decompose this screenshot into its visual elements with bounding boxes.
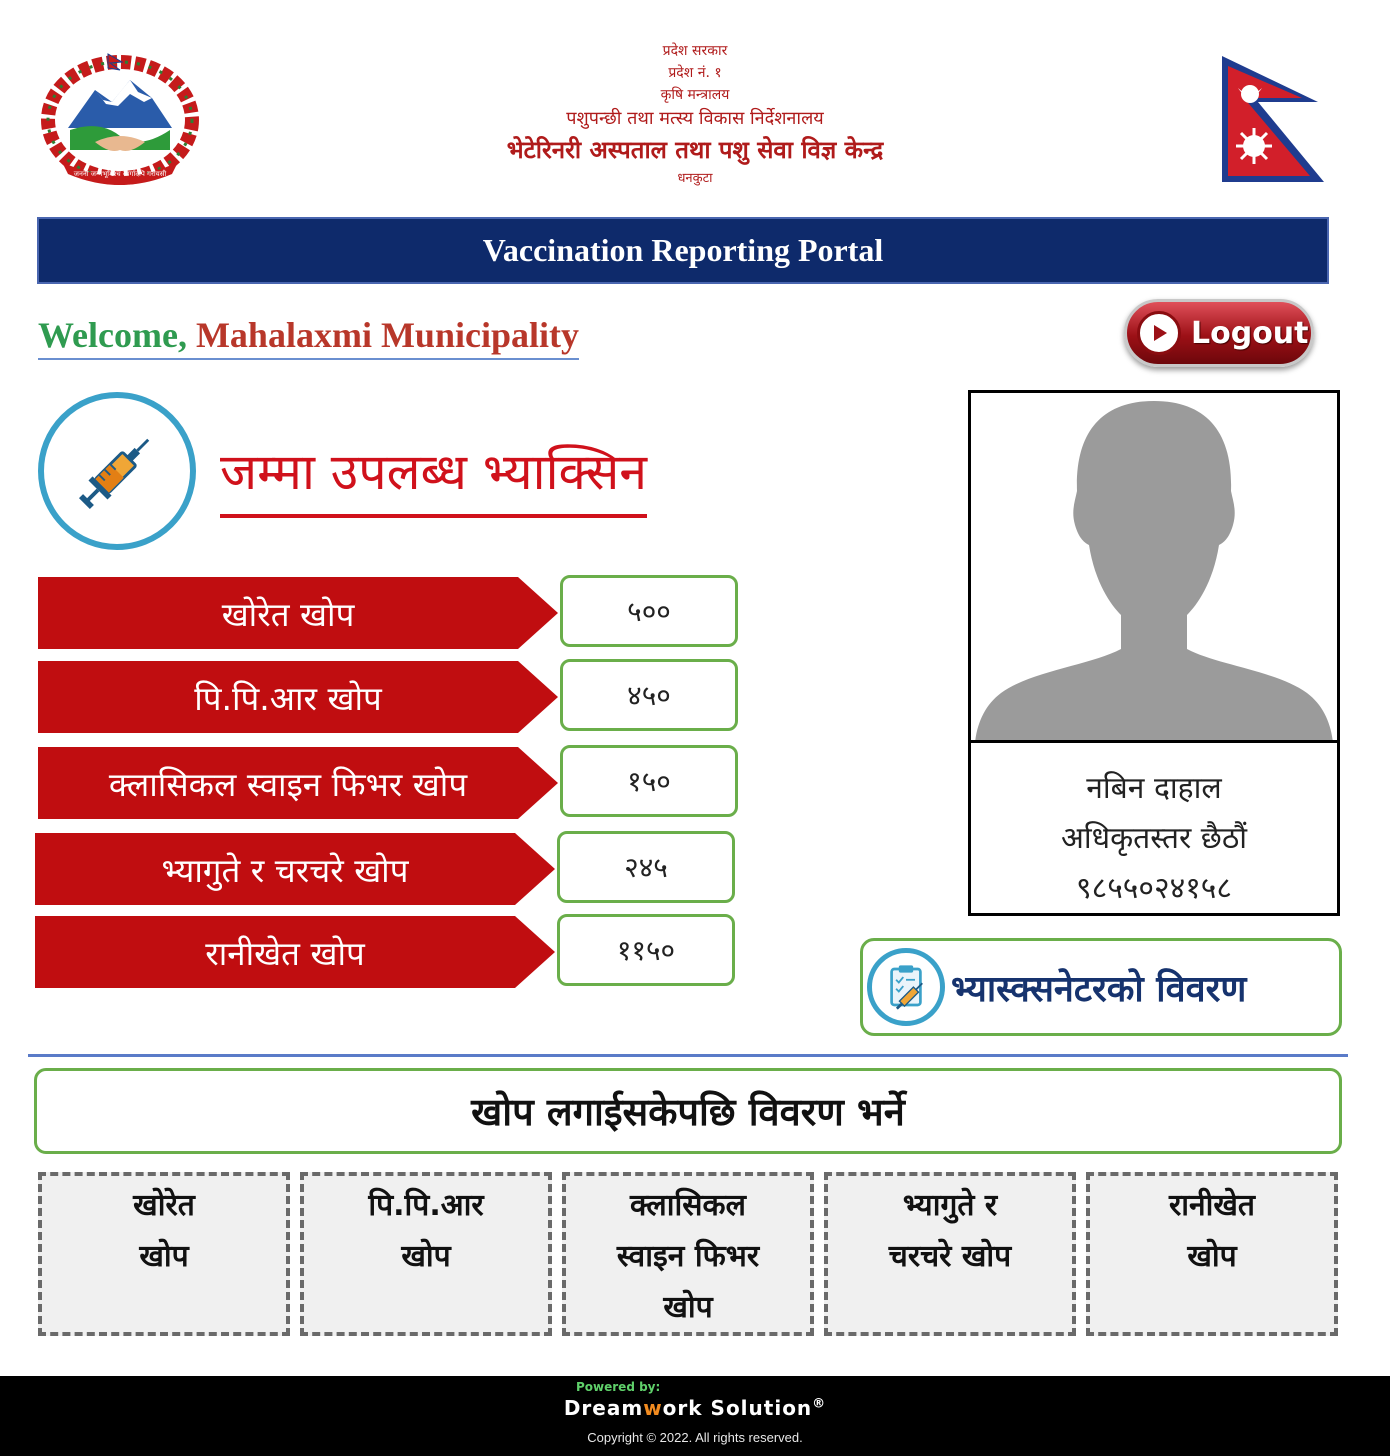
profile-name: नबिन दाहाल	[1086, 771, 1222, 806]
header-organization	[400, 40, 990, 190]
vaccine-name: पि.पि.आर खोप	[194, 678, 382, 718]
report-card-khoret[interactable]	[38, 1172, 290, 1336]
portal-title-bar	[37, 217, 1329, 284]
report-card-csf[interactable]	[562, 1172, 814, 1336]
header-line-2: प्रदेश नं. १	[668, 65, 722, 81]
header-line-3: कृषि मन्त्रालय	[660, 87, 730, 103]
person-silhouette-icon	[971, 393, 1337, 743]
card-label-line: रानीखेत	[1168, 1188, 1256, 1223]
emblem-caption: जननी जन्मभूमिश्च स्वर्गादपि गरीयसी	[73, 170, 167, 178]
report-card-ranikhet[interactable]	[1086, 1172, 1338, 1336]
vaccine-count: ४५०	[560, 659, 738, 731]
vaccinator-details-button[interactable]	[860, 938, 1342, 1036]
fill-details-banner	[34, 1068, 1342, 1154]
card-label-line: क्लासिकल	[630, 1188, 746, 1223]
header-line-6: धनकुटा	[677, 171, 713, 186]
fill-details-title: खोप लगाईसकेपछि विवरण भर्ने	[471, 1090, 905, 1134]
vaccine-name: रानीखेत खोप	[205, 933, 365, 973]
vaccine-count: ११५०	[557, 914, 735, 986]
portal-title: Vaccination Reporting Portal	[482, 232, 884, 268]
vaccine-row	[35, 916, 735, 988]
footer-brand-a: Dream	[563, 1396, 644, 1420]
syringe-icon	[69, 423, 165, 519]
profile-info	[971, 746, 1337, 913]
report-card-bhyagute[interactable]	[824, 1172, 1076, 1336]
footer-registered: ®	[812, 1396, 827, 1412]
logout-button[interactable]	[1124, 299, 1314, 367]
card-label-line: खोरेत	[133, 1188, 195, 1223]
card-label-line: स्वाइन फिभर	[616, 1239, 760, 1274]
vaccine-report-cards	[38, 1172, 1350, 1342]
clipboard-syringe-icon	[867, 948, 945, 1026]
footer-brand-o: w	[643, 1396, 663, 1420]
profile-phone: ९८५५०२४१५८	[1076, 871, 1232, 906]
profile-designation: अधिकृतस्तर छैठौं	[1060, 821, 1248, 856]
card-label-line: खोप	[139, 1239, 189, 1274]
card-label-line: खोप	[1187, 1239, 1237, 1274]
vaccine-count: १५०	[560, 745, 738, 817]
vaccine-row	[38, 577, 738, 649]
logout-label: Logout	[1191, 315, 1309, 351]
header-line-5: भेटेरिनरी अस्पताल तथा पशु सेवा विज्ञ केन्द्र	[506, 135, 884, 164]
nepal-flag-icon	[1218, 54, 1330, 186]
nepal-emblem-icon	[40, 50, 200, 190]
vaccine-name: भ्यागुते र चरचरे खोप	[161, 850, 409, 890]
header-line-4: पशुपन्छी तथा मत्स्य विकास निर्देशनालय	[566, 108, 824, 129]
section-divider	[28, 1054, 1348, 1057]
vaccine-name: खोरेत खोप	[221, 594, 355, 634]
card-label-line: खोप	[401, 1239, 451, 1274]
vaccinator-profile-card	[968, 390, 1340, 916]
card-label-line: चरचरे खोप	[888, 1239, 1012, 1274]
vaccine-count: २४५	[557, 831, 735, 903]
municipality-name: Mahalaxmi Municipality	[195, 315, 579, 355]
report-card-ppr[interactable]	[300, 1172, 552, 1336]
card-label-line: पि.पि.आर	[368, 1188, 484, 1223]
play-icon	[1137, 311, 1181, 355]
avatar	[971, 393, 1337, 743]
vaccine-row	[35, 833, 735, 905]
welcome-message	[38, 314, 579, 360]
footer-brand	[0, 1396, 1390, 1420]
card-label-line: भ्यागुते र	[902, 1188, 998, 1223]
footer	[0, 1376, 1390, 1456]
welcome-prefix: Welcome,	[38, 315, 187, 355]
header-line-1: प्रदेश सरकार	[662, 43, 728, 59]
vaccine-section-title: जम्मा उपलब्ध भ्याक्सिन	[220, 436, 647, 518]
vaccine-row	[38, 661, 738, 733]
footer-copyright: Copyright © 2022. All rights reserved.	[587, 1430, 803, 1445]
footer-powered-by: Powered by:	[576, 1380, 661, 1394]
card-label-line: खोप	[663, 1290, 713, 1325]
vaccine-row	[38, 747, 738, 819]
syringe-circle	[38, 392, 196, 550]
footer-brand-b: ork Solution	[662, 1396, 813, 1420]
vaccinator-details-label: भ्यास्क्सनेटरको विवरण	[951, 968, 1247, 1010]
vaccine-count: ५००	[560, 575, 738, 647]
vaccine-name: क्लासिकल स्वाइन फिभर खोप	[108, 764, 468, 804]
